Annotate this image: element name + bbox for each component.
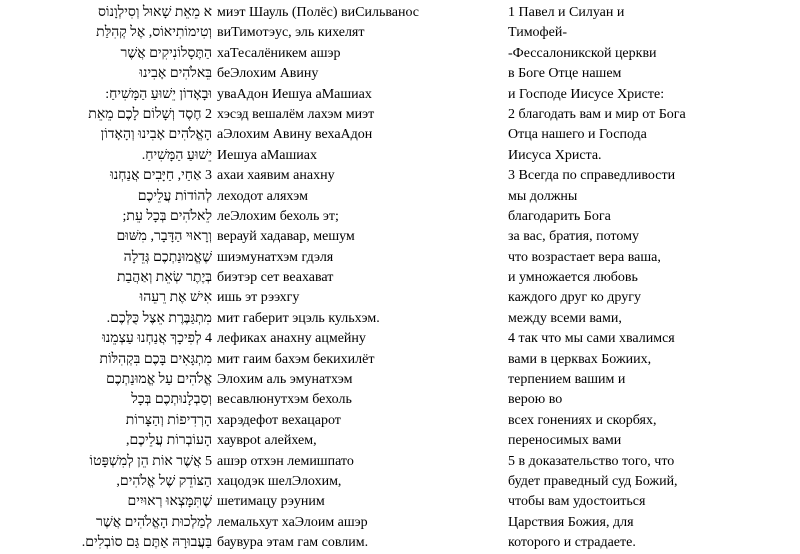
transliteration-line: мит габерит эцэль кульхэм. bbox=[217, 310, 380, 326]
hebrew-line: בֵּאלֹהִים אָבִינוּ bbox=[139, 66, 212, 82]
hebrew-line: אֱלֹהִים עַל אֱמוּנַתְכֶם bbox=[106, 372, 212, 388]
russian-line: Царствия Божия, для bbox=[508, 514, 634, 530]
russian-line: и Господе Иисусе Христе: bbox=[508, 86, 665, 102]
transliteration-line: шиэмунатхэм гдэля bbox=[217, 249, 334, 265]
russian-line: 1 Павел и Силуан и bbox=[508, 5, 625, 20]
hebrew-line: וּבָאָדוֹן יֵשׁוּעַ הַמָּשִׁיחַ: bbox=[105, 86, 212, 102]
russian-line: верою во bbox=[508, 392, 563, 408]
hebrew-line: יֵשׁוּעַ הַמָּשִׁיחַ. bbox=[141, 147, 212, 163]
hebrew-line: מִתְגַּבֶּרֶת אֵצֶל כֻּלְּכֶם. bbox=[106, 310, 212, 326]
hebrew-line: 4 לְפִיכָךְ אֲנַחְנוּ עַצְמֵנוּ bbox=[102, 331, 212, 347]
russian-line: мы должны bbox=[508, 188, 578, 204]
transliteration-column bbox=[217, 3, 473, 554]
russian-line: 2 благодать вам и мир от Бога bbox=[508, 106, 686, 122]
russian-line: Отца нашего и Господа bbox=[508, 127, 647, 143]
transliteration-line: ахаи хаявим анахну bbox=[217, 168, 335, 184]
russian-line: терпением вашим и bbox=[508, 372, 626, 388]
hebrew-line: שֶׁתִּמָּצְאוּ רְאוּיִים bbox=[127, 494, 212, 510]
hebrew-line: לֵאלֹהִים בְּכָל עֵת; bbox=[122, 208, 212, 224]
transliteration-line: баувура этам гам совлим. bbox=[217, 535, 369, 551]
transliteration-line: леЭлохим бехоль эт; bbox=[217, 208, 339, 224]
hebrew-line: וְרָאוּי הַדָּבָר, מִשּׁוּם bbox=[116, 229, 212, 245]
transliteration-line: виТимотэус, эль кихелят bbox=[217, 25, 365, 41]
hebrew-line: 2 חֶסֶד וְשָׁלוֹם לָכֶם מֵאֵת bbox=[88, 106, 212, 122]
transliteration-line: хаТесалёникем ашэр bbox=[217, 45, 341, 61]
hebrew-line: בַּעֲבוּרָהּ אַתֶּם גַּם סוֹבְלִים. bbox=[81, 535, 212, 551]
transliteration-line: лефиках анахну ацмейну bbox=[217, 331, 366, 347]
transliteration-line: хаувроt алейхем, bbox=[217, 433, 317, 449]
russian-line: 4 так что мы сами хвалимся bbox=[508, 331, 675, 347]
transliteration-line: беЭлохим Авину bbox=[217, 66, 319, 82]
transliteration-line: леходот аляхэм bbox=[217, 188, 308, 204]
hebrew-line: לְמַלְכוּת הָאֱלֹהִים אֲשֶׁר bbox=[95, 514, 212, 530]
russian-line: благодарить Бога bbox=[508, 208, 611, 224]
hebrew-line: הָרְדִיפוֹת וְהַצָּרוֹת bbox=[125, 412, 212, 428]
russian-line: Иисуса Христа. bbox=[508, 147, 602, 163]
russian-line: вами в церквах Божиих, bbox=[508, 351, 652, 367]
russian-line: между всеми вами, bbox=[508, 310, 622, 326]
hebrew-column bbox=[64, 3, 212, 554]
hebrew-line: הַצּוֹדֵק שֶׁל אֱלֹהִים, bbox=[116, 473, 212, 489]
russian-line: переносимых вами bbox=[508, 433, 622, 449]
hebrew-line: הַתֶּסָלוֹנִיקִים אֲשֶׁר bbox=[120, 45, 212, 61]
transliteration-line: Иешуа аМашиах bbox=[217, 147, 317, 163]
transliteration-line: лемальхут хаЭлоим ашэр bbox=[217, 514, 368, 530]
hebrew-line: 5 אֲשֶׁר אוֹת הֵן לְמִשְׁפָּטוֹ bbox=[89, 453, 212, 469]
hebrew-line: מִתְגָּאִים בָּכֶם בִּקְהִלּוֹת bbox=[99, 351, 212, 367]
transliteration-line: весавлюнутхэм бехоль bbox=[217, 392, 352, 408]
transliteration-line: ишь эт рээхгу bbox=[217, 290, 300, 306]
transliteration-line: ашэр отхэн лемишпато bbox=[217, 453, 354, 469]
transliteration-line: биэтэр сет веахават bbox=[217, 270, 334, 286]
russian-line: чтобы вам удостоиться bbox=[508, 494, 646, 510]
hebrew-line: וְטִימוֹתִיאוֹס, אֶל קְהִלַּת bbox=[96, 25, 212, 41]
russian-line: Тимофей- bbox=[508, 25, 567, 41]
transliteration-line: шетимацу рэуним bbox=[217, 494, 325, 510]
hebrew-line: שֶׁאֱמוּנַתְכֶם גְּדֵלָה bbox=[123, 249, 212, 265]
russian-line: каждого друг ко другу bbox=[508, 290, 641, 306]
russian-line: 5 в доказательство того, что bbox=[508, 453, 675, 469]
hebrew-line: בְּיֶתֶר שְׂאֵת וְאַהֲבַת bbox=[116, 270, 212, 286]
hebrew-line: לְהוֹדוֹת עֲלֵיכֶם bbox=[137, 188, 212, 204]
transliteration-line: уваАдон Иешуа аМашиах bbox=[217, 86, 372, 102]
russian-line: -Фессалоникской церкви bbox=[508, 45, 657, 61]
transliteration-line: хэсэд вешалём лахэм миэт bbox=[217, 106, 375, 122]
russian-line: 3 Всегда по справедливости bbox=[508, 168, 676, 184]
russian-line: в Боге Отце нашем bbox=[508, 66, 622, 82]
transliteration-line: хацодэк шелЭлохим, bbox=[217, 473, 342, 489]
russian-line: и умножается любовь bbox=[508, 270, 638, 286]
russian-line: которого и страдаете. bbox=[508, 535, 636, 551]
hebrew-line: אִישׁ אֶת רֵעֵהוּ bbox=[139, 290, 212, 306]
hebrew-line: א מֵאֵת שָׁאוּל וְסִילְוָנוֹס bbox=[97, 5, 212, 20]
russian-line: будет праведный суд Божий, bbox=[508, 473, 678, 489]
hebrew-line: וְסַבְלָנוּתְכֶם בְּכָל bbox=[131, 392, 212, 408]
russian-line: что возрастает вера ваша, bbox=[508, 249, 661, 265]
transliteration-line: аЭлохим Авину вехаАдон bbox=[217, 127, 373, 143]
russian-column bbox=[508, 3, 793, 554]
russian-line: всех гонениях и скорбях, bbox=[508, 412, 657, 428]
transliteration-line: миэт Шауль (Полёс) виСильванос bbox=[217, 5, 420, 20]
transliteration-line: верауй хадавар, мешум bbox=[217, 229, 355, 245]
transliteration-line: харэдефот вехацарот bbox=[217, 412, 341, 428]
transliteration-line: Элохим аль эмунатхэм bbox=[217, 372, 353, 388]
hebrew-line: 3 אַחַי, חַיָּבִים אֲנַחְנוּ bbox=[110, 168, 212, 184]
hebrew-line: הָאֱלֹהִים אָבִינוּ וְהָאָדוֹן bbox=[100, 127, 212, 143]
russian-line: за вас, братия, потому bbox=[508, 229, 639, 245]
transliteration-line: мит гаим бахэм бекихилёт bbox=[217, 351, 375, 367]
hebrew-line: הָעוֹבְרוֹת עֲלֵיכֶם, bbox=[125, 433, 212, 449]
